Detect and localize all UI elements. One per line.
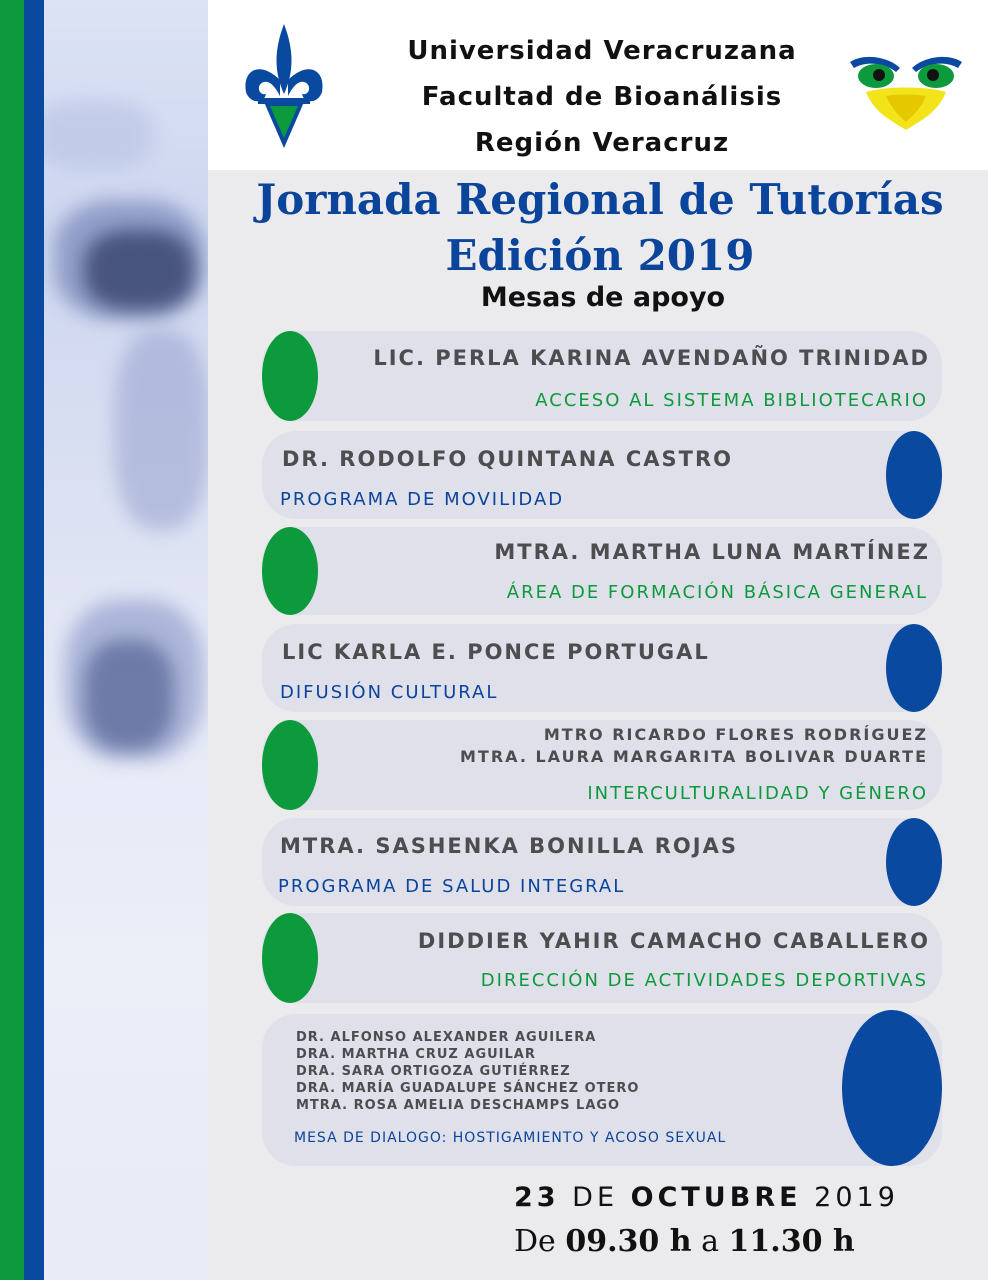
blue-side-stripe (24, 0, 44, 1280)
support-table-card (262, 527, 942, 615)
presenter-name: DIDDIER YAHIR CAMACHO CABALLERO (417, 929, 930, 953)
time-end: 11.30 h (728, 1224, 855, 1259)
table-topic: MESA DE DIALOGO: HOSTIGAMIENTO Y ACOSO SEXUAL (294, 1130, 727, 1146)
table-topic: ACCESO AL SISTEMA BIBLIOTECARIO (535, 390, 928, 411)
microscope-photo (44, 0, 208, 1280)
table-topic: DIRECCIÓN DE ACTIVIDADES DEPORTIVAS (480, 970, 928, 991)
support-table-card (262, 818, 942, 906)
blue-dot-icon (886, 431, 942, 519)
table-topic: DIFUSIÓN CULTURAL (280, 682, 499, 703)
presenter-name: MTRA. ROSA AMELIA DESCHAMPS LAGO (296, 1098, 621, 1113)
owl-mascot-logo (846, 52, 966, 132)
institution-header (388, 28, 816, 166)
event-title-line2: Edición 2019 (445, 231, 755, 280)
green-dot-icon (262, 913, 318, 1003)
presenter-name: DR. RODOLFO QUINTANA CASTRO (282, 447, 733, 471)
date-day: 23 (514, 1182, 560, 1213)
support-table-card (262, 720, 942, 810)
green-dot-icon (262, 331, 318, 421)
support-table-card (262, 1014, 942, 1166)
date-de: DE (572, 1182, 619, 1213)
presenter-name: DRA. MARÍA GUADALUPE SÁNCHEZ OTERO (296, 1081, 640, 1096)
presenter-name: MTRA. SASHENKA BONILLA ROJAS (280, 834, 738, 858)
uv-flor-de-lis-logo (240, 20, 328, 150)
event-time (514, 1224, 855, 1259)
presenter-name: DR. ALFONSO ALEXANDER AGUILERA (296, 1030, 597, 1045)
faculty-name: Facultad de Bioanálisis (421, 82, 783, 112)
presenter-name: MTRA. MARTHA LUNA MARTÍNEZ (494, 540, 930, 564)
green-side-stripe (0, 0, 24, 1280)
blue-dot-icon (886, 624, 942, 712)
green-dot-icon (262, 720, 318, 810)
event-subtitle: Mesas de apoyo (480, 282, 726, 313)
support-table-card (262, 331, 942, 421)
time-a: a (701, 1224, 719, 1259)
green-dot-icon (262, 527, 318, 615)
presenter-name: MTRO RICARDO FLORES RODRÍGUEZ (543, 725, 928, 744)
time-de: De (514, 1224, 556, 1259)
presenter-name: LIC KARLA E. PONCE PORTUGAL (282, 640, 710, 664)
event-date (514, 1182, 899, 1213)
university-name: Universidad Veracruzana (407, 36, 797, 66)
blue-dot-icon (842, 1010, 942, 1166)
support-table-card (262, 624, 942, 712)
support-table-card (262, 913, 942, 1003)
region-name: Región Veracruz (474, 128, 730, 158)
date-month: OCTUBRE (630, 1182, 802, 1213)
date-year: 2019 (814, 1182, 899, 1213)
table-topic: PROGRAMA DE MOVILIDAD (280, 489, 565, 510)
presenter-name: DRA. SARA ORTIGOZA GUTIÉRREZ (296, 1064, 571, 1079)
event-title-line1: Jornada Regional de Tutorías (256, 175, 944, 224)
presenter-name: DRA. MARTHA CRUZ AGUILAR (296, 1047, 536, 1062)
presenter-name: MTRA. LAURA MARGARITA BOLIVAR DUARTE (460, 747, 928, 766)
event-title (238, 172, 962, 284)
time-start: 09.30 h (565, 1224, 692, 1259)
blue-dot-icon (886, 818, 942, 906)
support-table-card (262, 431, 942, 519)
table-topic: INTERCULTURALIDAD Y GÉNERO (587, 783, 928, 804)
presenter-name: LIC. PERLA KARINA AVENDAÑO TRINIDAD (373, 346, 930, 370)
table-topic: PROGRAMA DE SALUD INTEGRAL (278, 876, 626, 897)
table-topic: ÁREA DE FORMACIÓN BÁSICA GENERAL (506, 582, 928, 603)
